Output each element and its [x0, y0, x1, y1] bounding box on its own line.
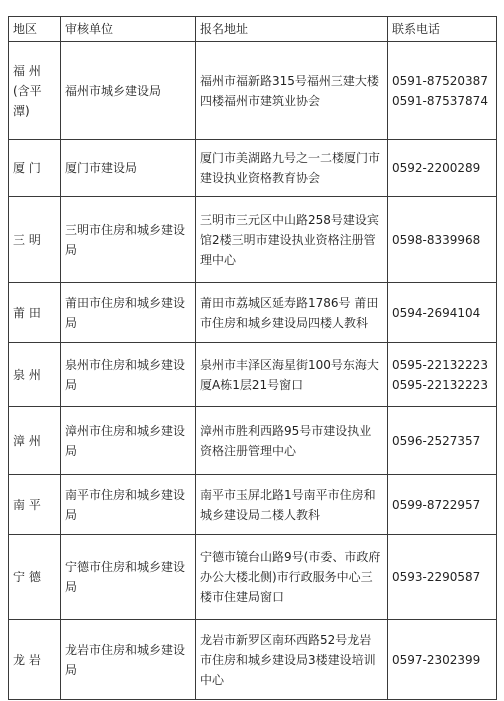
table-row	[9, 140, 497, 197]
phone-number: 0599-8722957	[388, 475, 497, 535]
region-name: 龙 岩	[9, 620, 61, 700]
address-cell: 三明市三元区中山路258号建设宾馆2楼三明市建设执业资格注册管理中心	[196, 197, 388, 283]
address-cell: 南平市玉屏北路1号南平市住房和城乡建设局二楼人教科	[196, 475, 388, 535]
region-name: 莆 田	[9, 283, 61, 343]
region-name: 厦 门	[9, 140, 61, 197]
unit-cell: 宁德市住房和城乡建设局	[61, 535, 196, 620]
unit-cell: 三明市住房和城乡建设局	[61, 197, 196, 283]
phone-number: 0598-8339968	[388, 197, 497, 283]
unit-cell: 厦门市建设局	[61, 140, 196, 197]
phone-number: 0591-87537874	[392, 93, 488, 108]
header-unit: 审核单位	[61, 17, 196, 42]
region-name: 福 州	[13, 63, 41, 78]
phone-number: 0592-2200289	[388, 140, 497, 197]
address-cell: 宁德市镜台山路9号(市委、市政府办公大楼北侧)市行政服务中心三楼市住建局窗口	[196, 535, 388, 620]
unit-cell: 莆田市住房和城乡建设局	[61, 283, 196, 343]
unit-cell: 龙岩市住房和城乡建设局	[61, 620, 196, 700]
address-cell: 福州市福新路315号福州三建大楼四楼福州市建筑业协会	[196, 42, 388, 140]
unit-cell: 漳州市住房和城乡建设局	[61, 407, 196, 475]
phone-cell	[388, 343, 497, 407]
table-row	[9, 283, 497, 343]
region-note: (含平潭)	[13, 83, 42, 118]
region-name: 泉 州	[9, 343, 61, 407]
unit-cell: 南平市住房和城乡建设局	[61, 475, 196, 535]
unit-cell: 泉州市住房和城乡建设局	[61, 343, 196, 407]
phone-number: 0596-2527357	[388, 407, 497, 475]
unit-cell: 福州市城乡建设局	[61, 42, 196, 140]
table-row	[9, 620, 497, 700]
header-address: 报名地址	[196, 17, 388, 42]
phone-number: 0595-22132223	[392, 377, 488, 392]
table-row	[9, 535, 497, 620]
region-name: 南 平	[9, 475, 61, 535]
phone-number: 0595-22132223	[392, 357, 488, 372]
address-cell: 泉州市丰泽区海星街100号东海大厦A栋1层21号窗口	[196, 343, 388, 407]
phone-number: 0594-2694104	[388, 283, 497, 343]
table-header-row	[9, 17, 497, 42]
phone-cell	[388, 42, 497, 140]
table-row	[9, 42, 497, 140]
table-row	[9, 343, 497, 407]
address-cell: 莆田市荔城区延寿路1786号 莆田市住房和城乡建设局四楼人教科	[196, 283, 388, 343]
table-row	[9, 475, 497, 535]
registration-table	[8, 16, 497, 700]
address-cell: 龙岩市新罗区南环西路52号龙岩市住房和城乡建设局3楼建设培训中心	[196, 620, 388, 700]
address-cell: 厦门市美湖路九号之一二楼厦门市建设执业资格教育协会	[196, 140, 388, 197]
header-region: 地区	[9, 17, 61, 42]
region-name: 宁 德	[9, 535, 61, 620]
phone-number: 0591-87520387	[392, 73, 488, 88]
table-row	[9, 407, 497, 475]
region-name: 漳 州	[9, 407, 61, 475]
header-phone: 联系电话	[388, 17, 497, 42]
region-name: 三 明	[9, 197, 61, 283]
table-row	[9, 197, 497, 283]
region-cell	[9, 42, 61, 140]
phone-number: 0593-2290587	[388, 535, 497, 620]
phone-number: 0597-2302399	[388, 620, 497, 700]
address-cell: 漳州市胜利西路95号市建设执业资格注册管理中心	[196, 407, 388, 475]
